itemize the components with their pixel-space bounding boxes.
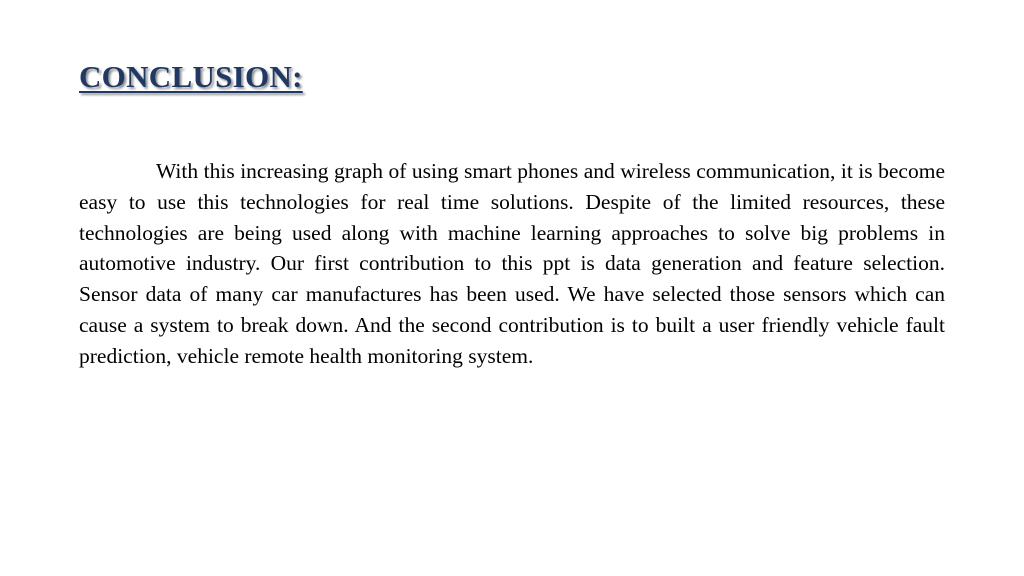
slide-title: CONCLUSION:	[79, 59, 303, 94]
conclusion-paragraph: With this increasing graph of using smart phones and wireless communication, it is become easy to use this technologies for real time solutions. Despite of the limited resources, these technologies are being used along with machine learning approaches to solve big problems in automotive industry. Our first contribution to this ppt is data generation and feature selection. Sensor data of many car manufactures has been used. We have selected those sensors which can cause a system to break down. And the second contribution is to built a user friendly vehicle fault prediction, vehicle remote health monitoring system.	[79, 159, 945, 368]
